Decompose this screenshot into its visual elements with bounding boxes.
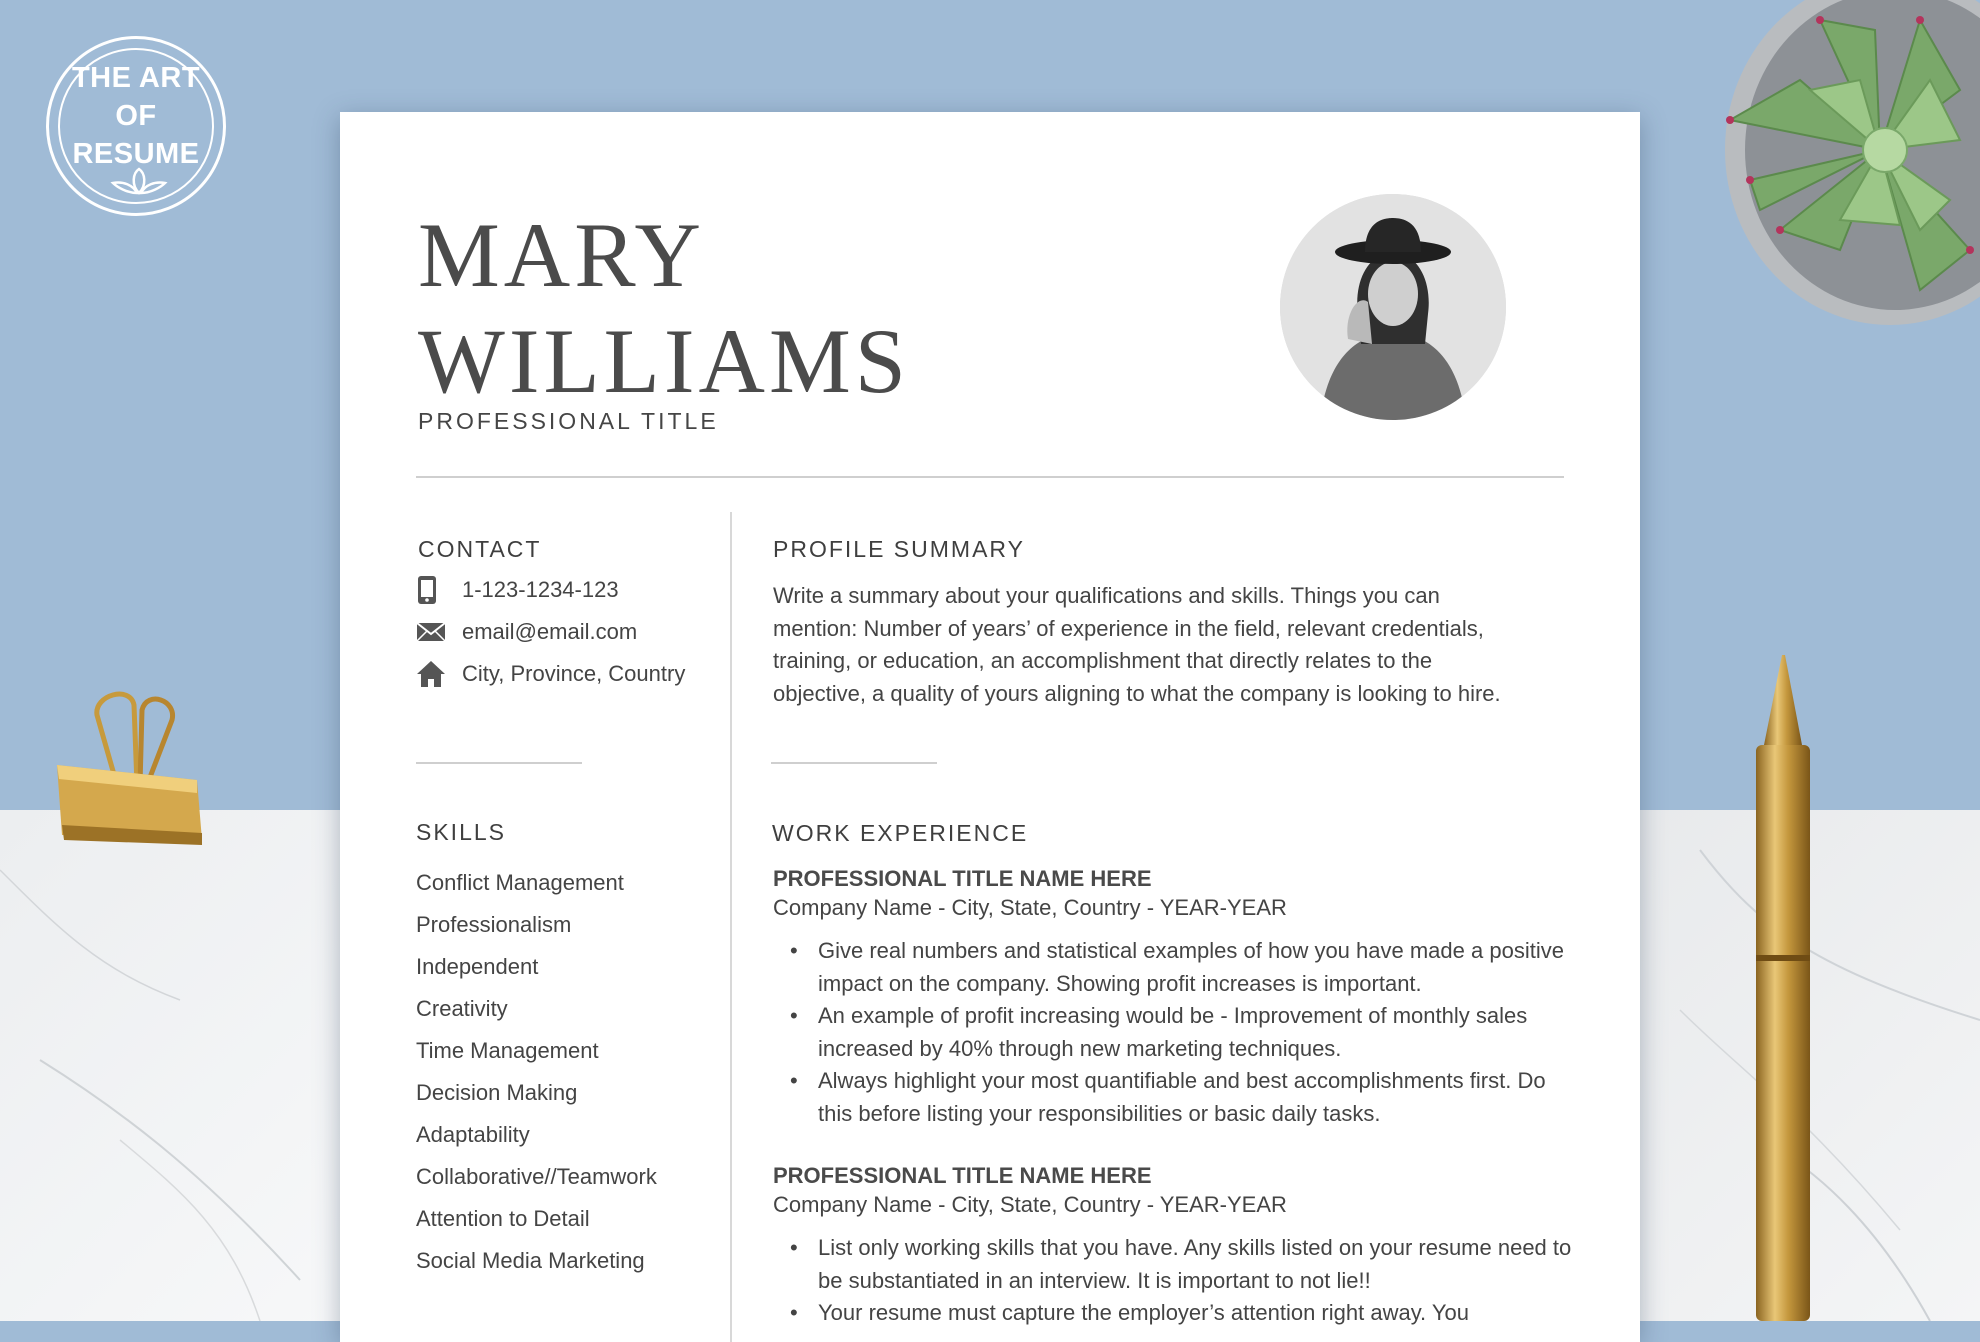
bullet-item: • List only working skills that you have. Any skills listed on your resume need to be substantiated in an interview. It is important to not lie!! [773,1232,1573,1297]
name-first: MARY [418,204,705,306]
skill-item: Decision Making [416,1080,578,1105]
contact-divider [416,762,582,764]
job-company: Company Name - City, State, Country - YEAR-YEAR [773,1192,1287,1217]
profile-summary-heading: PROFILE SUMMARY [773,536,1025,562]
bullet-item: • Your resume must capture the employer’s attention right away. You [773,1297,1573,1330]
summary-line: objective, a quality of yours aligning to what the company is looking to hire. [773,680,1501,706]
skill-item: Attention to Detail [416,1206,590,1231]
skill-item: Social Media Marketing [416,1248,645,1273]
contact-phone [416,575,619,605]
email-address: email@email.com [462,619,638,644]
address-text: City, Province, Country [462,661,686,686]
home-icon [416,659,450,689]
job-bullets [773,1232,1573,1330]
resume-page [340,112,1640,1342]
work-experience-heading: WORK EXPERIENCE [772,820,1029,846]
binder-clip-decoration [52,675,212,875]
bullet-item: • Give real numbers and statistical examples of how you have made a positive impact on the company. Showing profit increases is important. [773,935,1573,1000]
contact-email [416,617,637,647]
job-bullets [773,935,1573,1130]
succulent-plant-decoration [1690,0,1980,360]
skill-item: Independent [416,954,539,979]
skills-list [416,862,657,1282]
skill-item: Adaptability [416,1122,530,1147]
job-title: PROFESSIONAL TITLE NAME HERE [773,866,1152,891]
profile-photo [1280,194,1506,420]
summary-line: training, or education, an accomplishment that directly relates to the [773,648,1433,673]
skill-item: Collaborative//Teamwork [416,1164,657,1189]
contact-heading: CONTACT [418,536,542,562]
skill-item: Conflict Management [416,870,624,895]
contact-address [416,659,685,689]
summary-line: mention: Number of years’ of experience in the field, relevant credentials, [773,615,1484,641]
leaf-icon [109,167,169,195]
logo-text: THE ART OF RESUME [71,62,201,170]
art-of-resume-logo [46,36,226,216]
professional-title: PROFESSIONAL TITLE [418,408,719,434]
phone-number: 1-123-1234-123 [462,577,619,602]
skill-item: Time Management [416,1038,599,1063]
summary-line: Write a summary about your qualifications and skills. Things you can [773,583,1440,608]
profile-divider [771,762,937,764]
envelope-icon [416,617,450,647]
bullet-item: • An example of profit increasing would be - Improvement of monthly sales increased by 40% through new marketing techniques. [773,1000,1573,1065]
column-divider [730,512,732,1342]
name-last: WILLIAMS [418,310,910,412]
skill-item: Professionalism [416,912,572,937]
gold-pen-decoration [1738,655,1858,1321]
skills-heading: SKILLS [416,819,506,845]
skill-item: Creativity [416,996,508,1021]
job-company: Company Name - City, State, Country - YEAR-YEAR [773,895,1287,920]
bullet-item: • Always highlight your most quantifiable and best accomplishments first. Do this before listing your responsibilities or basic daily tasks. [773,1065,1573,1130]
candidate-name [418,202,910,414]
job-title: PROFESSIONAL TITLE NAME HERE [773,1163,1152,1188]
header-divider [416,476,1564,478]
profile-summary-text [773,580,1501,710]
phone-icon [416,575,450,605]
